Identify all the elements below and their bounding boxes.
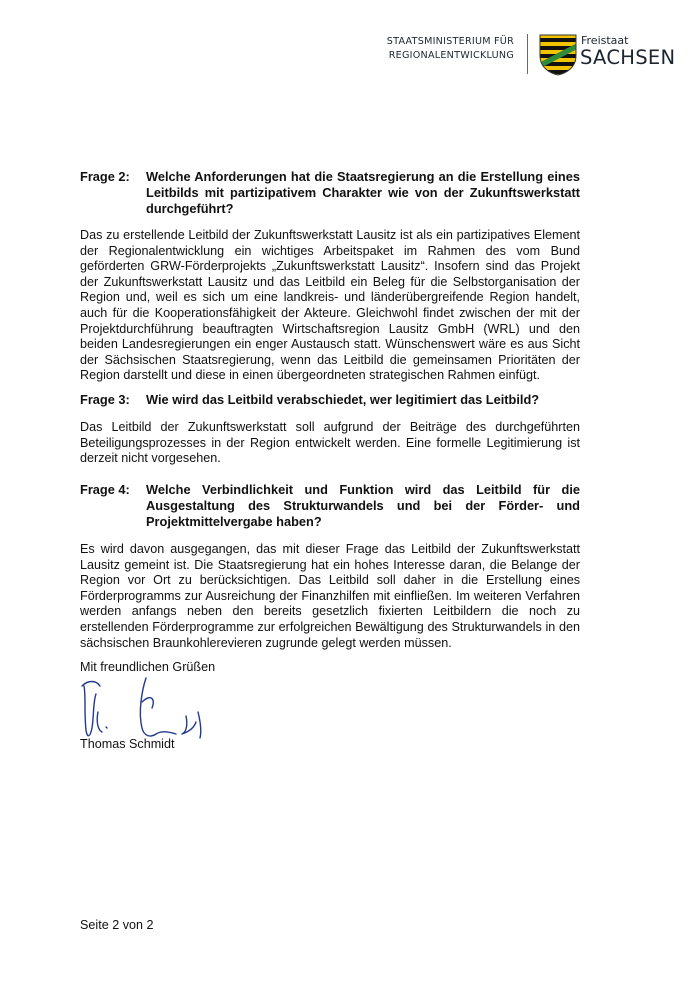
ministry-name — [352, 35, 514, 63]
question-label: Frage 4: — [80, 482, 130, 497]
handwritten-signature — [76, 672, 216, 744]
answer-3: Das Leitbild der Zukunftswerkstatt soll aufgrund der Beiträge des durchgeführten Beteiligungsprozesses in der Region entwickelt werden. Eine formelle Legitimierung ist derzeit nicht vorgesehen. — [80, 420, 580, 466]
closing-greeting: Mit freundlichen Grüßen — [80, 660, 216, 674]
question-2 — [80, 169, 580, 217]
answer-2: Das zu erstellende Leitbild der Zukunftswerkstatt Lausitz ist als ein partizipatives Element der Regionalentwicklung ein wichtiges Arbeitspaket im Rahmen des vom Bund geförderten GRW-Förderprojekts „Zukunftswerkstatt Lausitz“. Insofern sind das Projekt der Zukunftswerkstatt Lausitz und das Leitbild ein Beleg für die Selbstorganisation der Region und, weil es sich um eine landkreis- und länderübergreifende Region handelt, auch für die Kooperationsfähigkeit der Akteure. Gleichwohl findet zwischen der mit der Projektdurchführung beauftragten Wirtschaftsregion Lausitz GmbH (WRL) und den beiden Landesregierungen ein enger Austausch statt. Wünschenswert wäre es aus Sicht der Sächsischen Staatsregierung, wenn das Leitbild die gemeinsamen Prioritäten der Region darstellt und diese in einen übergeordneten strategischen Rahmen einfügt. — [80, 228, 580, 383]
state-label-small: Freistaat — [581, 34, 629, 47]
question-label: Frage 2: — [80, 169, 130, 184]
question-3 — [80, 392, 580, 408]
ministry-line-2: REGIONALENTWICKLUNG — [388, 50, 514, 61]
question-4 — [80, 482, 580, 530]
question-text: Welche Verbindlichkeit und Funktion wird das Leitbild für die Ausgestaltung des Strukturwandels und bei der Förder- und Projektmittelvergabe haben? — [146, 482, 580, 529]
answer-4: Es wird davon ausgegangen, das mit dieser Frage das Leitbild der Zukunftswerkstatt Lausitz gemeint ist. Die Staatsregierung hat ein hohes Interesse daran, die Belange der Region vor Ort zu berücksichtigen. Das Leitbild soll daher in die Erstellung eines Förderprogramms zur Ausreichung der Finanzhilfen mit einfließen. Im weiteren Verfahren werden anfangs neben den bereits gesetzlich fixierten Leitbildern die noch zu erstellenden Förderprogramme zur erfolgreichen Bewältigung des Strukturwandels in den sächsischen Braunkohlerevieren zugrunde gelegt werden müssen. — [80, 542, 580, 650]
saxony-crest-icon — [539, 34, 577, 76]
state-label-large: SACHSEN — [580, 46, 676, 69]
page-number: Seite 2 von 2 — [80, 918, 154, 932]
ministry-line-1: STAATSMINISTERIUM FÜR — [386, 36, 514, 47]
signer-name: Thomas Schmidt — [80, 737, 175, 751]
question-text: Welche Anforderungen hat die Staatsregierung an die Erstellung eines Leitbilds mit partizipativem Charakter wie von der Zukunftswerkstatt durchgeführt? — [146, 169, 580, 216]
question-text: Wie wird das Leitbild verabschiedet, wer legitimiert das Leitbild? — [146, 392, 540, 407]
letterhead-divider — [527, 34, 528, 74]
question-label: Frage 3: — [80, 392, 130, 407]
